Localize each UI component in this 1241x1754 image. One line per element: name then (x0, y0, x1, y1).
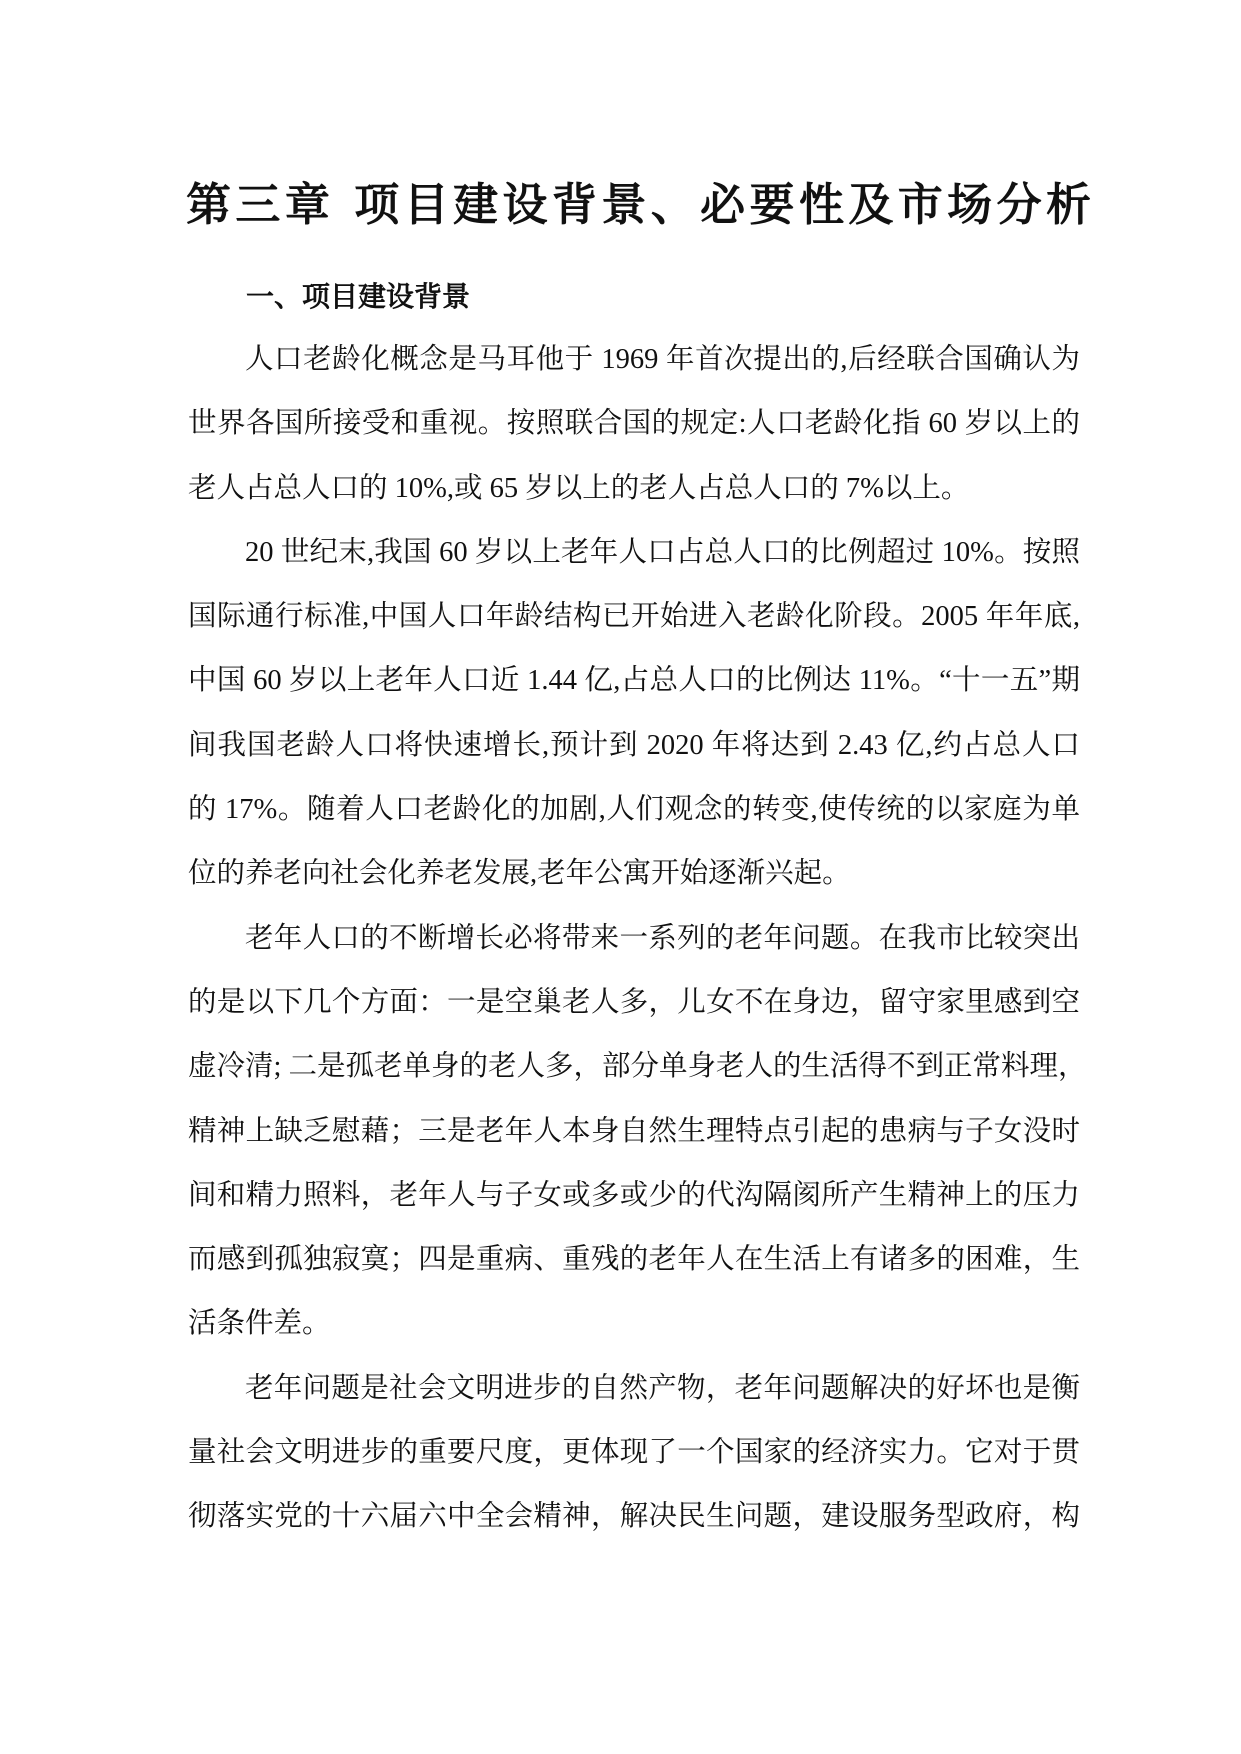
paragraph (188, 328, 1080, 521)
body-text (188, 328, 1087, 1550)
paragraph-line: 老年问题是社会文明进步的自然产物，老年问题解决的好坏也是衡 (245, 1372, 1080, 1404)
paragraph (188, 521, 1080, 907)
paragraph (188, 907, 1087, 1357)
paragraph-line: 彻落实党的十六届六中全会精神，解决民生问题，建设服务型政府，构 (188, 1501, 1080, 1533)
paragraph-line: 虚冷清; 二是孤老单身的老人多，部分单身老人的生活得不到正常料理， (188, 1051, 1087, 1083)
paragraph-line: 间和精力照料，老年人与子女或多或少的代沟隔阂所产生精神上的压力 (188, 1179, 1080, 1211)
paragraph-line: 老人占总人口的 10%,或 65 岁以上的老人占总人口的 7%以上。 (188, 472, 970, 504)
paragraph-line: 中国 60 岁以上老年人口近 1.44 亿,占总人口的比例达 11%。“十一五”期 (188, 665, 1080, 697)
chapter-title: 第三章 项目建设背景、必要性及市场分析 (186, 178, 1091, 231)
paragraph-line: 活条件差。 (188, 1308, 331, 1340)
paragraph-line: 的 17%。随着人口老龄化的加剧,人们观念的转变,使传统的以家庭为单 (188, 794, 1080, 826)
paragraph (188, 1357, 1080, 1550)
paragraph-line: 老年人口的不断增长必将带来一系列的老年问题。在我市比较突出 (245, 922, 1080, 954)
paragraph-line: 间我国老龄人口将快速增长,预计到 2020 年将达到 2.43 亿,约占总人口 (188, 729, 1080, 761)
section-heading: 一、项目建设背景 (246, 280, 471, 313)
paragraph-line: 而感到孤独寂寞；四是重病、重残的老年人在生活上有诸多的困难，生 (188, 1244, 1080, 1276)
paragraph-line: 精神上缺乏慰藉；三是老年人本身自然生理特点引起的患病与子女没时 (188, 1115, 1080, 1147)
paragraph-line: 的是以下几个方面：一是空巢老人多，儿女不在身边，留守家里感到空 (188, 986, 1080, 1018)
paragraph-line: 位的养老向社会化养老发展,老年公寓开始逐渐兴起。 (188, 858, 851, 890)
paragraph-line: 20 世纪末,我国 60 岁以上老年人口占总人口的比例超过 10%。按照 (245, 536, 1080, 568)
paragraph-line: 世界各国所接受和重视。按照联合国的规定:人口老龄化指 60 岁以上的 (188, 408, 1080, 440)
paragraph-line: 人口老龄化概念是马耳他于 1969 年首次提出的,后经联合国确认为 (245, 344, 1080, 375)
paragraph-line: 国际通行标准,中国人口年龄结构已开始进入老龄化阶段。2005 年年底, (188, 601, 1080, 633)
paragraph-line: 量社会文明进步的重要尺度，更体现了一个国家的经济实力。它对于贯 (188, 1437, 1080, 1469)
